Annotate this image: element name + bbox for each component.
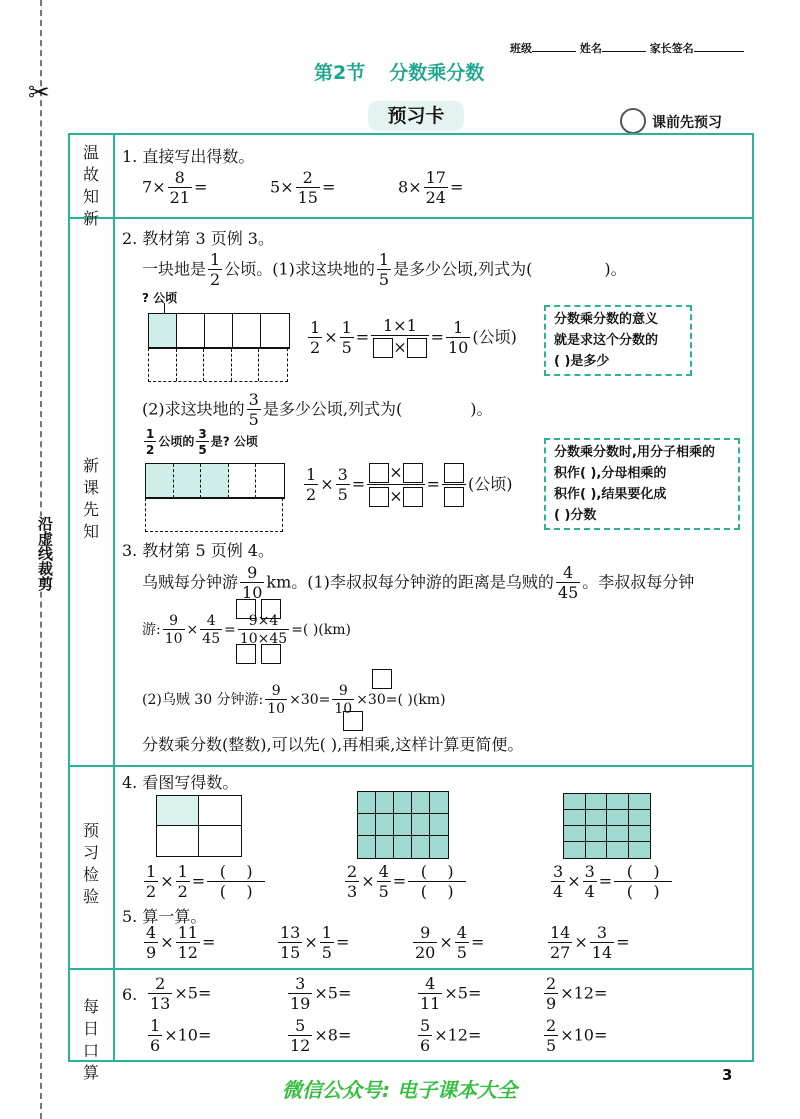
- answer-box: [372, 668, 392, 689]
- column-divider: [113, 133, 115, 1060]
- diagram2-label: $\frac{1}{2}$ 公顷的 $\frac{3}{5}$ 是? 公顷: [146, 427, 258, 457]
- q6-item: $\frac{5}{12}$ ×8=: [290, 1016, 352, 1055]
- q5-item: $\frac{4}{9}$ × $\frac{11}{12}$ =: [146, 923, 216, 962]
- q4-eq: $\frac{1}{2}$ × $\frac{1}{2}$ = $\frac{( )}{( )}$: [142, 864, 267, 900]
- card-title: 预习卡: [368, 101, 464, 131]
- side-label-check: 预习检验: [82, 821, 99, 906]
- q6-item: $\frac{5}{6}$ ×12=: [420, 1016, 482, 1055]
- q2-title: 2. 教材第 3 页例 3。: [122, 229, 274, 248]
- q6-item: $\frac{2}{13}$ ×5=: [150, 974, 212, 1013]
- diagram1: [148, 313, 290, 349]
- q1-item: 7× $\frac{8}{21}$ =: [142, 168, 208, 207]
- q6-item: $\frac{2}{9}$ ×12=: [546, 974, 608, 1013]
- q1-item: 5× $\frac{2}{15}$ =: [270, 168, 336, 207]
- cut-label: 沿虚线裁剪: [28, 516, 54, 591]
- student-info: 班级 姓名 家长签名: [510, 40, 744, 56]
- scissors-icon: ✂: [28, 78, 50, 108]
- q4-figure-1: [156, 795, 242, 857]
- q4-title: 4. 看图写得数。: [122, 773, 239, 792]
- diagram1-dashed: [148, 348, 288, 382]
- q6-num: 6.: [122, 985, 138, 1004]
- q4-eq: $\frac{2}{3}$ × $\frac{4}{5}$ = $\frac{( )}{( )}$: [343, 864, 468, 900]
- diagram1-label: ? 公顷: [142, 291, 178, 305]
- q3-title: 3. 教材第 5 页例 4。: [122, 541, 274, 560]
- answer-box: [343, 710, 363, 731]
- diagram2: [145, 463, 285, 499]
- preview-label: 课前先预习: [652, 115, 722, 131]
- q4-figure-2: [357, 791, 449, 859]
- q5-item: $\frac{9}{20}$ × $\frac{4}{5}$ =: [415, 923, 485, 962]
- divider: [68, 765, 752, 767]
- side-label-daily: 每日口算: [82, 997, 99, 1082]
- q2-eq2: $\frac{1}{2}$ × $\frac{3}{5}$ = $\frac{\times}{\times}$ = (公顷): [306, 462, 513, 506]
- note2: 分数乘分数时,用分子相乘的 积作( ),分母相乘的 积作( ),结果要化成 ( )分数: [544, 438, 740, 530]
- q2-line2: (2)求这块地的 $\frac{3}{5}$ 是多少公顷,列式为( )。: [142, 390, 493, 429]
- diagram2-dashed: [145, 498, 283, 532]
- q3-line4: 分数乘分数(整数),可以先( ),再相乘,这样计算更简便。: [142, 735, 524, 754]
- q6-item: $\frac{2}{5}$ ×10=: [546, 1016, 608, 1055]
- side-label-review: 温故知新: [82, 143, 99, 228]
- q5-item: $\frac{14}{27}$ × $\frac{3}{14}$ =: [550, 923, 630, 962]
- page-title: 第2节 分数乘分数: [314, 62, 485, 84]
- clock-icon: [620, 108, 646, 134]
- q6-item: $\frac{1}{6}$ ×10=: [150, 1016, 212, 1055]
- q3-eq1: 游: $\frac{9}{10}$ × $\frac{4}{45}$ = $\frac{9\times 4}{10\times 45}$ =( )(km): [142, 613, 351, 647]
- q4-eq: $\frac{3}{4}$ × $\frac{3}{4}$ = $\frac{( )}{( )}$: [549, 864, 674, 900]
- q3-line1: 乌贼每分钟游 $\frac{9}{10}$ km。(1)李叔叔每分钟游的距离是乌贼的 $\frac{4}{45}$ 。李叔叔每分钟: [142, 563, 695, 602]
- answer-box: [236, 598, 281, 619]
- q5-title: 5. 算一算。: [122, 907, 207, 926]
- q6-item: $\frac{4}{11}$ ×5=: [420, 974, 482, 1013]
- q1-title: 1. 直接写出得数。: [122, 147, 255, 166]
- divider: [68, 968, 752, 970]
- q4-figure-3: [563, 793, 651, 859]
- divider: [68, 217, 752, 219]
- side-label-new: 新课先知: [82, 456, 99, 541]
- page-number: 3: [722, 1066, 733, 1084]
- q1-item: 8× $\frac{17}{24}$ =: [398, 168, 464, 207]
- note1: 分数乘分数的意义 就是求这个分数的 ( )是多少: [544, 305, 692, 376]
- answer-box: [236, 643, 281, 664]
- q6-item: $\frac{3}{19}$ ×5=: [290, 974, 352, 1013]
- q2-eq1: $\frac{1}{2}$ × $\frac{1}{5}$ = $\frac{1\times 1}{\times}$ = $\frac{1}{10}$ (公顷): [310, 316, 517, 357]
- q2-line1: 一块地是 $\frac{1}{2}$ 公顷。(1)求这块地的 $\frac{1}{5}$ 是多少公顷,列式为( )。: [142, 250, 627, 289]
- q3-eq2: (2)乌贼 30 分钟游: $\frac{9}{10}$ ×30= $\frac{9}{10}$ ×30=( )(km): [142, 683, 446, 717]
- wechat-footer: 微信公众号: 电子课本大全: [282, 1078, 517, 1102]
- q5-item: $\frac{13}{15}$ × $\frac{1}{5}$ =: [280, 923, 350, 962]
